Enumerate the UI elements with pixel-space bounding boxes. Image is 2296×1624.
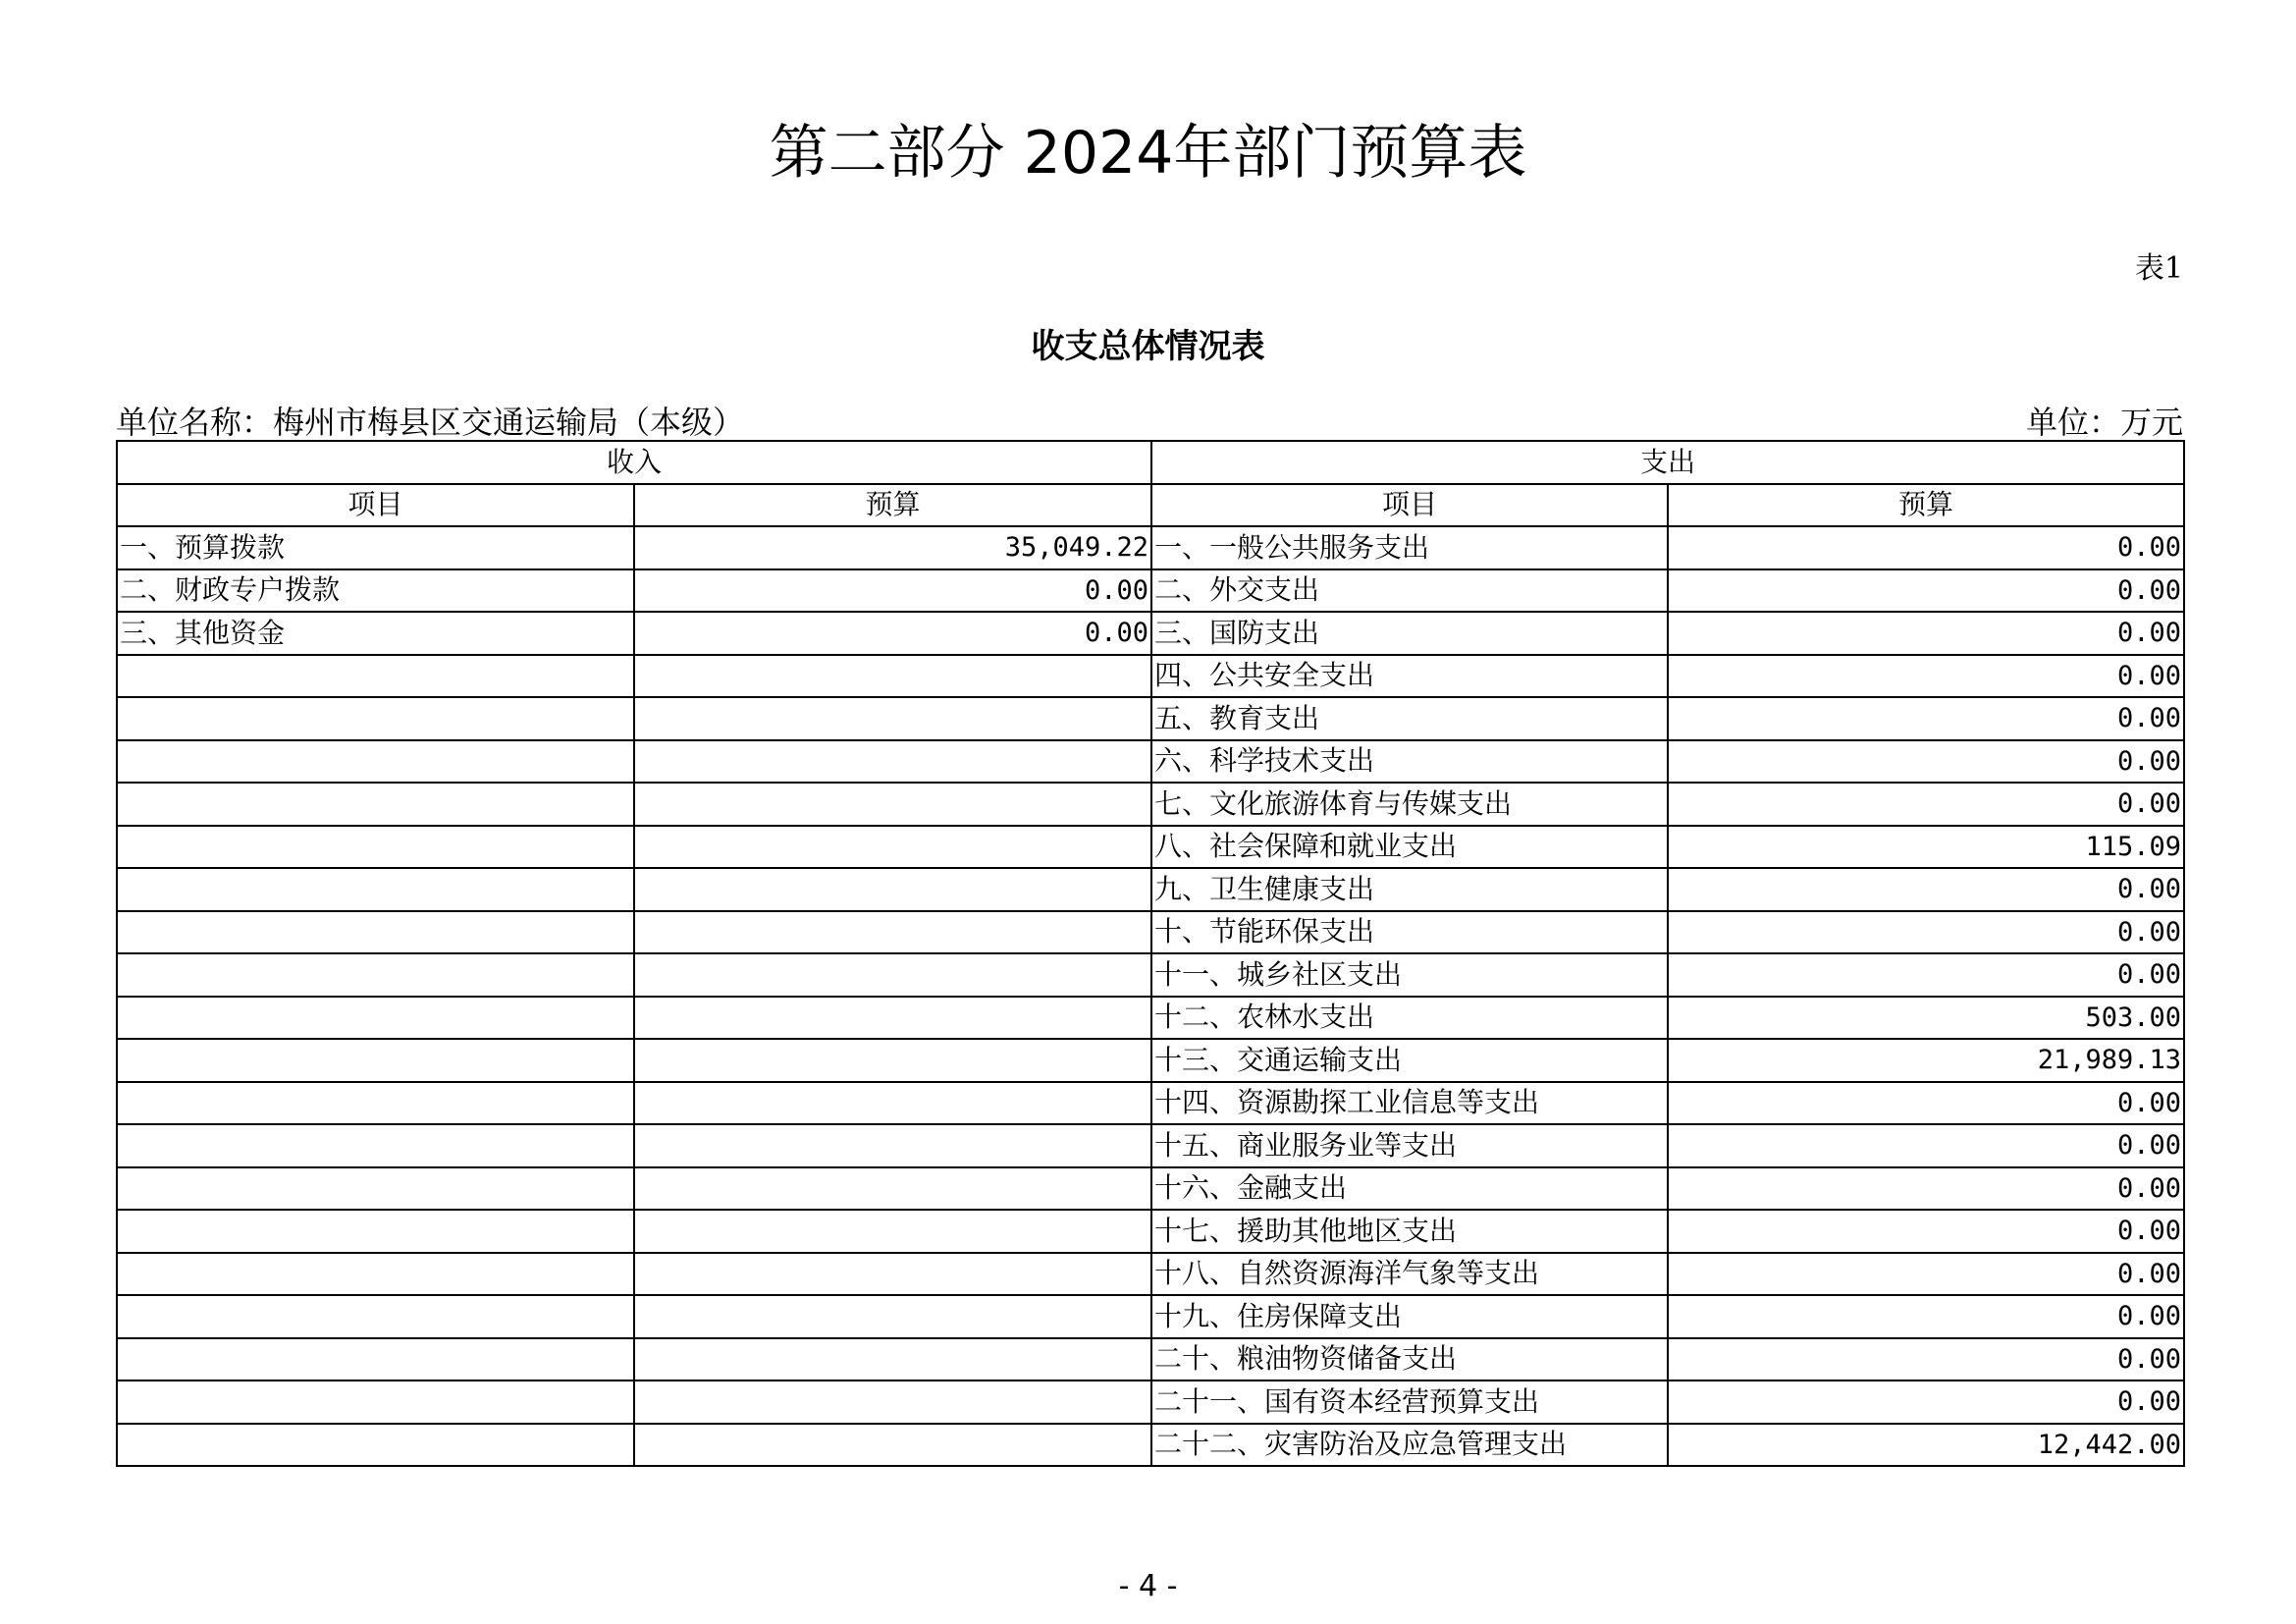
table-row <box>117 1380 2184 1424</box>
income-item-cell <box>117 1039 634 1082</box>
expense-item-cell: 十九、住房保障支出 <box>1151 1295 1668 1338</box>
expense-budget-cell: 0.00 <box>1668 911 2184 954</box>
expense-budget-cell: 0.00 <box>1668 1338 2184 1381</box>
expense-group-header: 支出 <box>1151 441 2184 484</box>
table-row <box>117 1424 2184 1467</box>
table-row <box>117 1253 2184 1296</box>
expense-item-cell: 二十、粮油物资储备支出 <box>1151 1338 1668 1381</box>
expense-budget-cell: 503.00 <box>1668 997 2184 1040</box>
expense-item-cell: 十三、交通运输支出 <box>1151 1039 1668 1082</box>
income-budget-cell <box>634 1082 1151 1125</box>
table-title: 收支总体情况表 <box>1031 327 1265 366</box>
expense-budget-cell: 0.00 <box>1668 1253 2184 1296</box>
expense-budget-cell: 0.00 <box>1668 612 2184 655</box>
table-row <box>117 783 2184 826</box>
table-row <box>117 1210 2184 1253</box>
expense-budget-header: 预算 <box>1668 484 2184 527</box>
income-item-cell <box>117 697 634 740</box>
table-row <box>117 1167 2184 1211</box>
income-budget-cell <box>634 1039 1151 1082</box>
income-item-cell <box>117 1210 634 1253</box>
expense-item-cell: 十二、农林水支出 <box>1151 997 1668 1040</box>
income-item-cell: 一、预算拨款 <box>117 526 634 569</box>
income-budget-cell <box>634 953 1151 997</box>
page-title: 第二部分 2024年部门预算表 <box>769 119 1527 188</box>
expense-item-cell: 四、公共安全支出 <box>1151 655 1668 698</box>
table-row <box>117 826 2184 869</box>
expense-item-header: 项目 <box>1151 484 1668 527</box>
expense-item-cell: 九、卫生健康支出 <box>1151 868 1668 911</box>
income-budget-cell <box>634 783 1151 826</box>
expense-budget-cell: 0.00 <box>1668 1210 2184 1253</box>
expense-item-cell: 十八、自然资源海洋气象等支出 <box>1151 1253 1668 1296</box>
income-budget-cell <box>634 1253 1151 1296</box>
table-row <box>117 697 2184 740</box>
expense-item-cell: 七、文化旅游体育与传媒支出 <box>1151 783 1668 826</box>
income-budget-cell: 35,049.22 <box>634 526 1151 569</box>
expense-budget-cell: 0.00 <box>1668 1380 2184 1424</box>
income-budget-cell <box>634 697 1151 740</box>
budget-table <box>116 440 2185 1467</box>
income-budget-cell <box>634 868 1151 911</box>
income-budget-cell <box>634 826 1151 869</box>
income-budget-cell <box>634 740 1151 784</box>
expense-budget-cell: 12,442.00 <box>1668 1424 2184 1467</box>
expense-item-cell: 二十二、灾害防治及应急管理支出 <box>1151 1424 1668 1467</box>
income-item-cell: 三、其他资金 <box>117 612 634 655</box>
income-item-cell <box>117 868 634 911</box>
table-row <box>117 740 2184 784</box>
table-row <box>117 1039 2184 1082</box>
income-item-cell <box>117 655 634 698</box>
income-item-cell <box>117 740 634 784</box>
expense-item-cell: 三、国防支出 <box>1151 612 1668 655</box>
expense-budget-cell: 0.00 <box>1668 655 2184 698</box>
table-row <box>117 612 2184 655</box>
expense-budget-cell: 0.00 <box>1668 697 2184 740</box>
page-number: - 4 - <box>1118 1569 1178 1603</box>
expense-budget-cell: 0.00 <box>1668 740 2184 784</box>
income-budget-cell <box>634 1338 1151 1381</box>
income-budget-cell <box>634 1167 1151 1211</box>
income-item-cell <box>117 997 634 1040</box>
expense-item-cell: 十六、金融支出 <box>1151 1167 1668 1211</box>
income-item-cell <box>117 783 634 826</box>
expense-item-cell: 五、教育支出 <box>1151 697 1668 740</box>
table-row <box>117 868 2184 911</box>
income-item-header: 项目 <box>117 484 634 527</box>
expense-item-cell: 十四、资源勘探工业信息等支出 <box>1151 1082 1668 1125</box>
expense-budget-cell: 0.00 <box>1668 783 2184 826</box>
income-budget-cell <box>634 997 1151 1040</box>
column-header-row <box>117 484 2184 527</box>
expense-item-cell: 一、一般公共服务支出 <box>1151 526 1668 569</box>
income-item-cell <box>117 953 634 997</box>
expense-item-cell: 二十一、国有资本经营预算支出 <box>1151 1380 1668 1424</box>
expense-budget-cell: 115.09 <box>1668 826 2184 869</box>
income-budget-cell <box>634 655 1151 698</box>
income-budget-header: 预算 <box>634 484 1151 527</box>
income-budget-cell <box>634 1380 1151 1424</box>
expense-budget-cell: 0.00 <box>1668 953 2184 997</box>
income-budget-cell <box>634 1210 1151 1253</box>
table-row <box>117 1295 2184 1338</box>
expense-item-cell: 八、社会保障和就业支出 <box>1151 826 1668 869</box>
table-body <box>117 526 2184 1466</box>
income-item-cell <box>117 1124 634 1167</box>
table-row <box>117 569 2184 613</box>
income-item-cell <box>117 826 634 869</box>
table-row <box>117 1082 2184 1125</box>
income-item-cell <box>117 1295 634 1338</box>
income-budget-cell <box>634 911 1151 954</box>
table-row <box>117 953 2184 997</box>
currency-unit: 单位：万元 <box>2025 404 2183 441</box>
income-budget-cell: 0.00 <box>634 612 1151 655</box>
expense-budget-cell: 0.00 <box>1668 526 2184 569</box>
expense-budget-cell: 0.00 <box>1668 1124 2184 1167</box>
unit-name: 单位名称：梅州市梅县区交通运输局（本级） <box>116 404 745 441</box>
expense-item-cell: 十一、城乡社区支出 <box>1151 953 1668 997</box>
expense-budget-cell: 0.00 <box>1668 1082 2184 1125</box>
income-budget-cell <box>634 1124 1151 1167</box>
income-item-cell <box>117 1082 634 1125</box>
income-item-cell <box>117 1424 634 1467</box>
income-item-cell <box>117 911 634 954</box>
expense-item-cell: 十、节能环保支出 <box>1151 911 1668 954</box>
expense-item-cell: 十五、商业服务业等支出 <box>1151 1124 1668 1167</box>
expense-budget-cell: 0.00 <box>1668 1295 2184 1338</box>
income-budget-cell <box>634 1424 1151 1467</box>
table-row <box>117 1124 2184 1167</box>
income-item-cell <box>117 1338 634 1381</box>
table-row <box>117 997 2184 1040</box>
expense-budget-cell: 21,989.13 <box>1668 1039 2184 1082</box>
expense-item-cell: 十七、援助其他地区支出 <box>1151 1210 1668 1253</box>
table-row <box>117 1338 2184 1381</box>
table-row <box>117 526 2184 569</box>
expense-item-cell: 二、外交支出 <box>1151 569 1668 613</box>
expense-item-cell: 六、科学技术支出 <box>1151 740 1668 784</box>
expense-budget-cell: 0.00 <box>1668 1167 2184 1211</box>
income-group-header: 收入 <box>117 441 1151 484</box>
income-item-cell <box>117 1167 634 1211</box>
income-item-cell <box>117 1380 634 1424</box>
income-item-cell <box>117 1253 634 1296</box>
expense-budget-cell: 0.00 <box>1668 868 2184 911</box>
income-item-cell: 二、财政专户拨款 <box>117 569 634 613</box>
table-row <box>117 911 2184 954</box>
income-budget-cell <box>634 1295 1151 1338</box>
group-header-row <box>117 441 2184 484</box>
table-row <box>117 655 2184 698</box>
table-number: 表1 <box>2134 251 2183 286</box>
income-budget-cell: 0.00 <box>634 569 1151 613</box>
expense-budget-cell: 0.00 <box>1668 569 2184 613</box>
